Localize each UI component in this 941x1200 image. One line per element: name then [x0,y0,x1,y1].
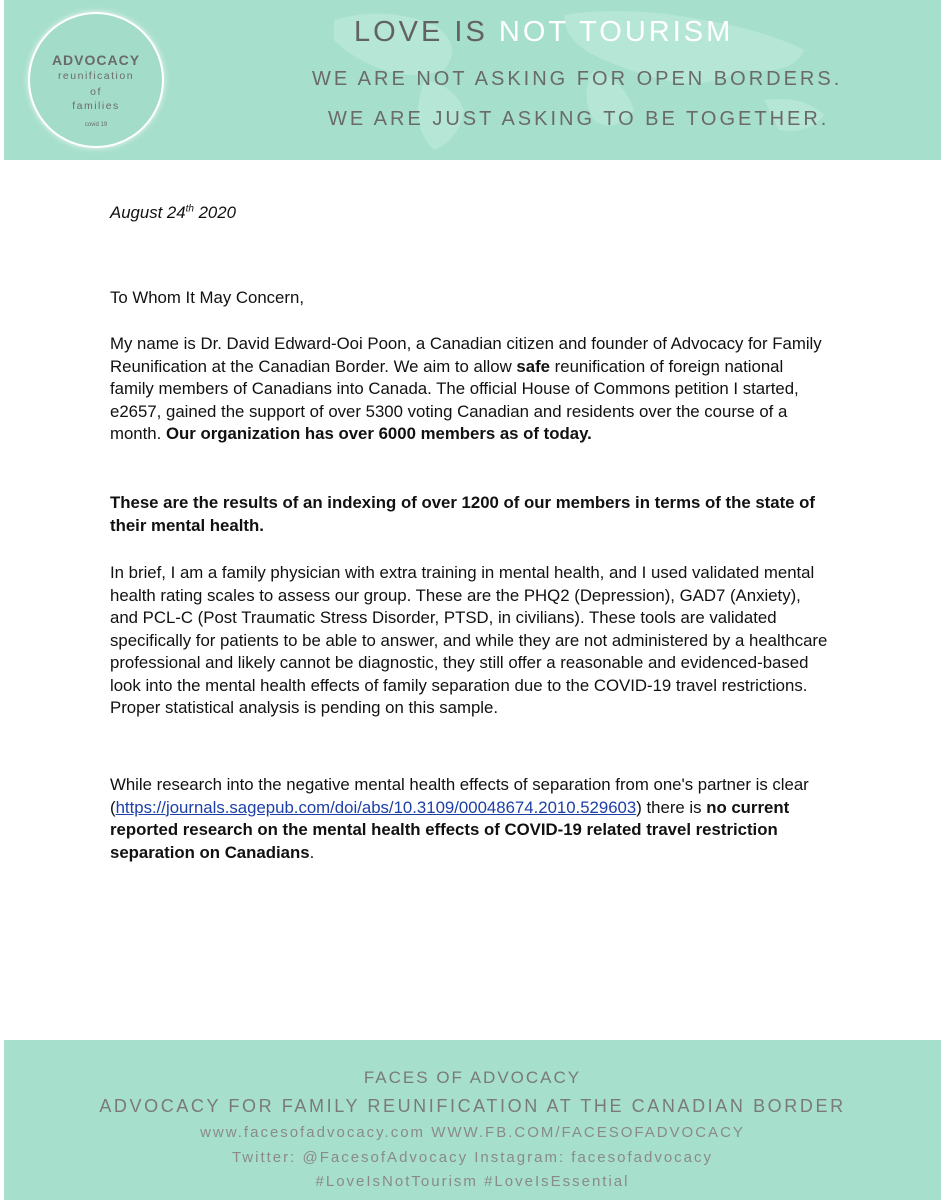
p4-period: . [309,842,315,862]
paragraph-introduction [110,333,830,446]
banner-title-love: LOVE [354,16,444,48]
p1-text-c: reunification of foreign national family members of Canadians into Canada. The official House of Commons petition I started, e2657, gained the support of over 5300 voting Canadian and residents over the course of a month. [110,356,799,443]
banner-title [354,16,733,49]
footer-hashtags: #LoveIsNotTourism #LoveIsEssential [315,1173,630,1190]
date-prefix: August 24 [110,203,186,222]
date-ordinal: th [185,203,194,215]
logo-line-covid: covid 19 [84,122,108,128]
research-link[interactable]: https://journals.sagepub.com/doi/abs/10.3109/00048674.2010.529603 [115,797,637,817]
letterhead-banner [4,0,941,160]
logo-title: ADVOCACY [51,52,141,68]
banner-subtitle-2: WE ARE JUST ASKING TO BE TOGETHER. [328,108,830,130]
paragraph-research [110,774,830,864]
date-year: 2020 [193,203,236,222]
logo-line-families: families [72,100,120,112]
advocacy-logo [28,12,164,148]
p1-text-a: My name is Dr. David Edward-Ooi Poon, a Canadian citizen and founder of Advocacy for Family Reunification at the Canadian Border. We aim to allow [110,334,822,376]
letterhead-footer [4,1040,941,1200]
p1-bold-members: Our organization has over 6000 members as of today. [165,424,592,443]
banner-subtitle-1: WE ARE NOT ASKING FOR OPEN BORDERS. [312,68,843,90]
banner-title-is: IS [443,16,499,48]
paragraph-methods: In brief, I am a family physician with extra training in mental health, and I used validated mental health rating scales to assess our group. These are the PHQ2 (Depression), GAD7 (Anxiety), and PCL-C (Post Traumatic Stress Disorder, PTSD, in civilians). These tools are validated specifically for patients to be able to answer, and while they are not administered by a healthcare professional and likely cannot be diagnostic, they still offer a reasonable and evidenced-based look into the mental health effects of family separation due to the COVID-19 travel restrictions. Proper statistical analysis is pending on this sample. [110,563,828,717]
p4-bold-text: no current reported research on the mental health effects of COVID-19 related travel restriction separation on Canadians [110,797,790,862]
p4-text-b: ) there is [636,797,707,817]
footer-websites: www.facesofadvocacy.com WWW.FB.COM/FACESOFADVOCACY [200,1124,745,1141]
letter-date [110,202,236,225]
logo-line-of: of [90,86,102,98]
footer-social: Twitter: @FacesofAdvocacy Instagram: facesofadvocacy [231,1149,714,1166]
banner-title-not-tourism: NOT TOURISM [498,16,734,48]
p4-text-a: While research into the negative mental health effects of separation from one's partner is clear ( [110,775,809,817]
salutation: To Whom It May Concern, [110,288,304,307]
logo-line-reunification: reunification [57,70,135,82]
p1-bold-safe: safe [516,356,550,376]
p2-bold-text: These are the results of an indexing of over 1200 of our members in terms of the state of their mental health. [110,493,815,535]
footer-org-name: FACES OF ADVOCACY [363,1068,582,1087]
paragraph-results-intro [110,492,830,537]
footer-org-full-name: ADVOCACY FOR FAMILY REUNIFICATION AT THE CANADIAN BORDER [99,1096,846,1116]
